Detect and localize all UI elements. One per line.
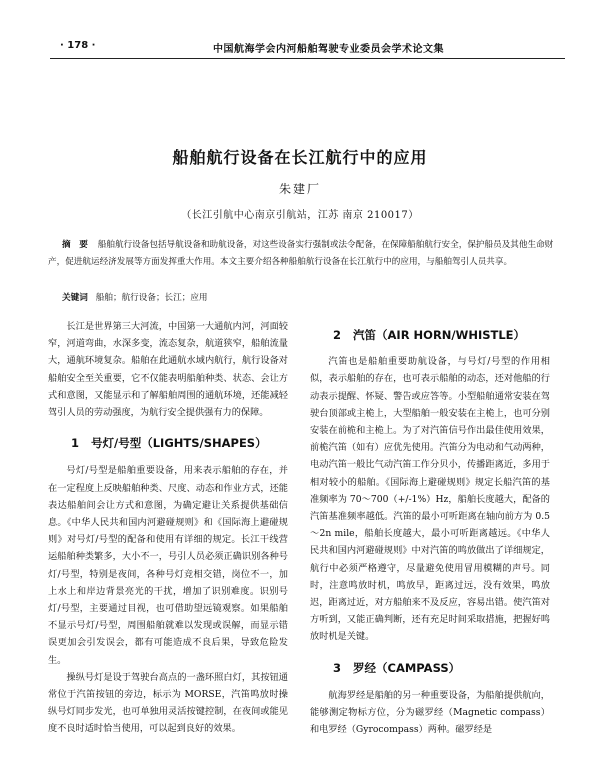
section-number: 2 [333,328,342,342]
running-header [48,40,566,56]
abstract-label: 摘 要 [62,240,88,250]
page-number: · 178 · [60,40,96,51]
section-number: 1 [71,436,80,451]
section-title: 号灯/号型（LIGHTS/SHAPES） [91,436,267,451]
section-number: 3 [333,660,342,675]
abstract [48,237,566,271]
author: 朱建厂 [278,182,321,196]
journal-title: 中国航海学会内河船舶驾驶专业委员会学术论文集 [213,44,444,55]
body-paragraph: 航海罗经是船舶的另一种重要设备，为船舶提供航向，能够测定物标方位，分为磁罗经（Magnetic compass）和电罗经（Gyrocompass）两种。磁罗经是 [310,689,550,736]
section-heading-3 [310,660,550,677]
header-rule [50,58,565,59]
body-paragraph: 操纵号灯是设于驾驶台高点的一盏环照白灯，其按钮通常位于汽笛按钮的旁边，标示为 MORSE，汽笛鸣放时操纵号灯同步发光，也可单独用灵活按键控制，在夜间或能见度不良时适时恰当使用，可以起到良好的效果。 [48,671,288,735]
intro-paragraph: 长江是世界第三大河流，中国第一大通航内河，河面较窄，河道弯曲，水深多变，流态复杂，航道狭窄，船舶流量大，通航环境复杂。船舶在此通航水域内航行，航行设备对船舶安全至关重要，它不仅能表明船舶种类、状态、会让方式和意图，又能显示和了解船舶周围的通航环境，还能减轻驾引人员的劳动强度，为航行安全提供强有力的保障。 [48,321,288,419]
keywords-text: 船舶；航行设备；长江；应用 [95,293,208,303]
keywords [62,290,562,307]
left-column [48,318,288,738]
section-heading-2 [310,327,550,344]
affiliation: （长江引航中心南京引航站，江苏 南京 210017） [181,210,419,221]
section-title: 罗经（CAMPASS） [353,660,461,675]
section-heading-1 [48,435,288,452]
keywords-label: 关键词 [62,293,88,303]
paper-title: 船舶航行设备在长江航行中的应用 [172,148,428,167]
abstract-text: 船舶航行设备包括导航设备和助航设备，对这些设备实行强制或法令配备，在保障船舶航行安全，保护船员及其他生命财产，促进航运经济发展等方面发挥重大作用。本文主要介绍各种船舶航行设备在长江航行中的应用，与船舶驾引人员共享。 [48,240,554,267]
section-title: 汽笛（AIR HORN/WHISTLE） [353,328,526,342]
right-column [310,318,550,738]
body-paragraph: 汽笛也是船舶重要助航设备，与号灯/号型的作用相似，表示船舶的存在，也可表示船舶的动态，还对他船的行动表示提醒、怀疑、警告或应答等。小型船舶通常安装在驾驶台顶部或主桅上，大型船舶一般安装在主桅上，也可分别安装在前桅和主桅上。为了对汽笛信号作出最佳使用效果，前桅汽笛（如有）应优先使用。汽笛分为电动和气动两种，电动汽笛一般比气动汽笛工作分贝小，传播距离近，多用于相对较小的船舶。《国际海上避碰规则》规定长船汽笛的基准频率为 70～700（+/-1%）Hz，船舶长度越大，配备的汽笛基准频率越低。汽笛的最小可听距离在轴向前方为 0.5～2n mile，船舶长度越大，最小可听距离越远。《中华人民共和国内河避碰规则》中对汽笛的鸣放做出了详细规定，航行中必须严格遵守，尽量避免使用冒用模糊的声号。同时，注意鸣放时机，鸣放早，距离过远，没有效果，鸣放迟，距离过近，对方船舶来不及反应，容易出错。使汽笛对方听到，又能正确判断，还有充足时间采取措施，把握好鸣放时机是关键。 [310,356,550,643]
body-paragraph: 号灯/号型是船舶重要设备，用来表示船舶的存在，并在一定程度上反映船舶种类、尺度、动态和作业方式，还能表达船舶间会让方式和意图，为确定避让关系提供基础信息。《中华人民共和国内河避碰规则》和《国际海上避碰规则》对号灯/号型的配备和使用有详细的规定。长江干线营运船舶种类繁多，大小不一，号引人员必须正确识别各种号灯/号型，特别是夜间，各种号灯竞相交错，岗位不一，加上水上和岸边背景亮光的干扰，增加了识别难度。识别号灯/号型，主要通过目视，也可借助望远镜观察。如果船舶不显示号灯/号型，周围船舶就难以发现或误解，而显示错误更加会引发误会，都有可能造成不良后果，导致危险发生。 [48,465,288,666]
